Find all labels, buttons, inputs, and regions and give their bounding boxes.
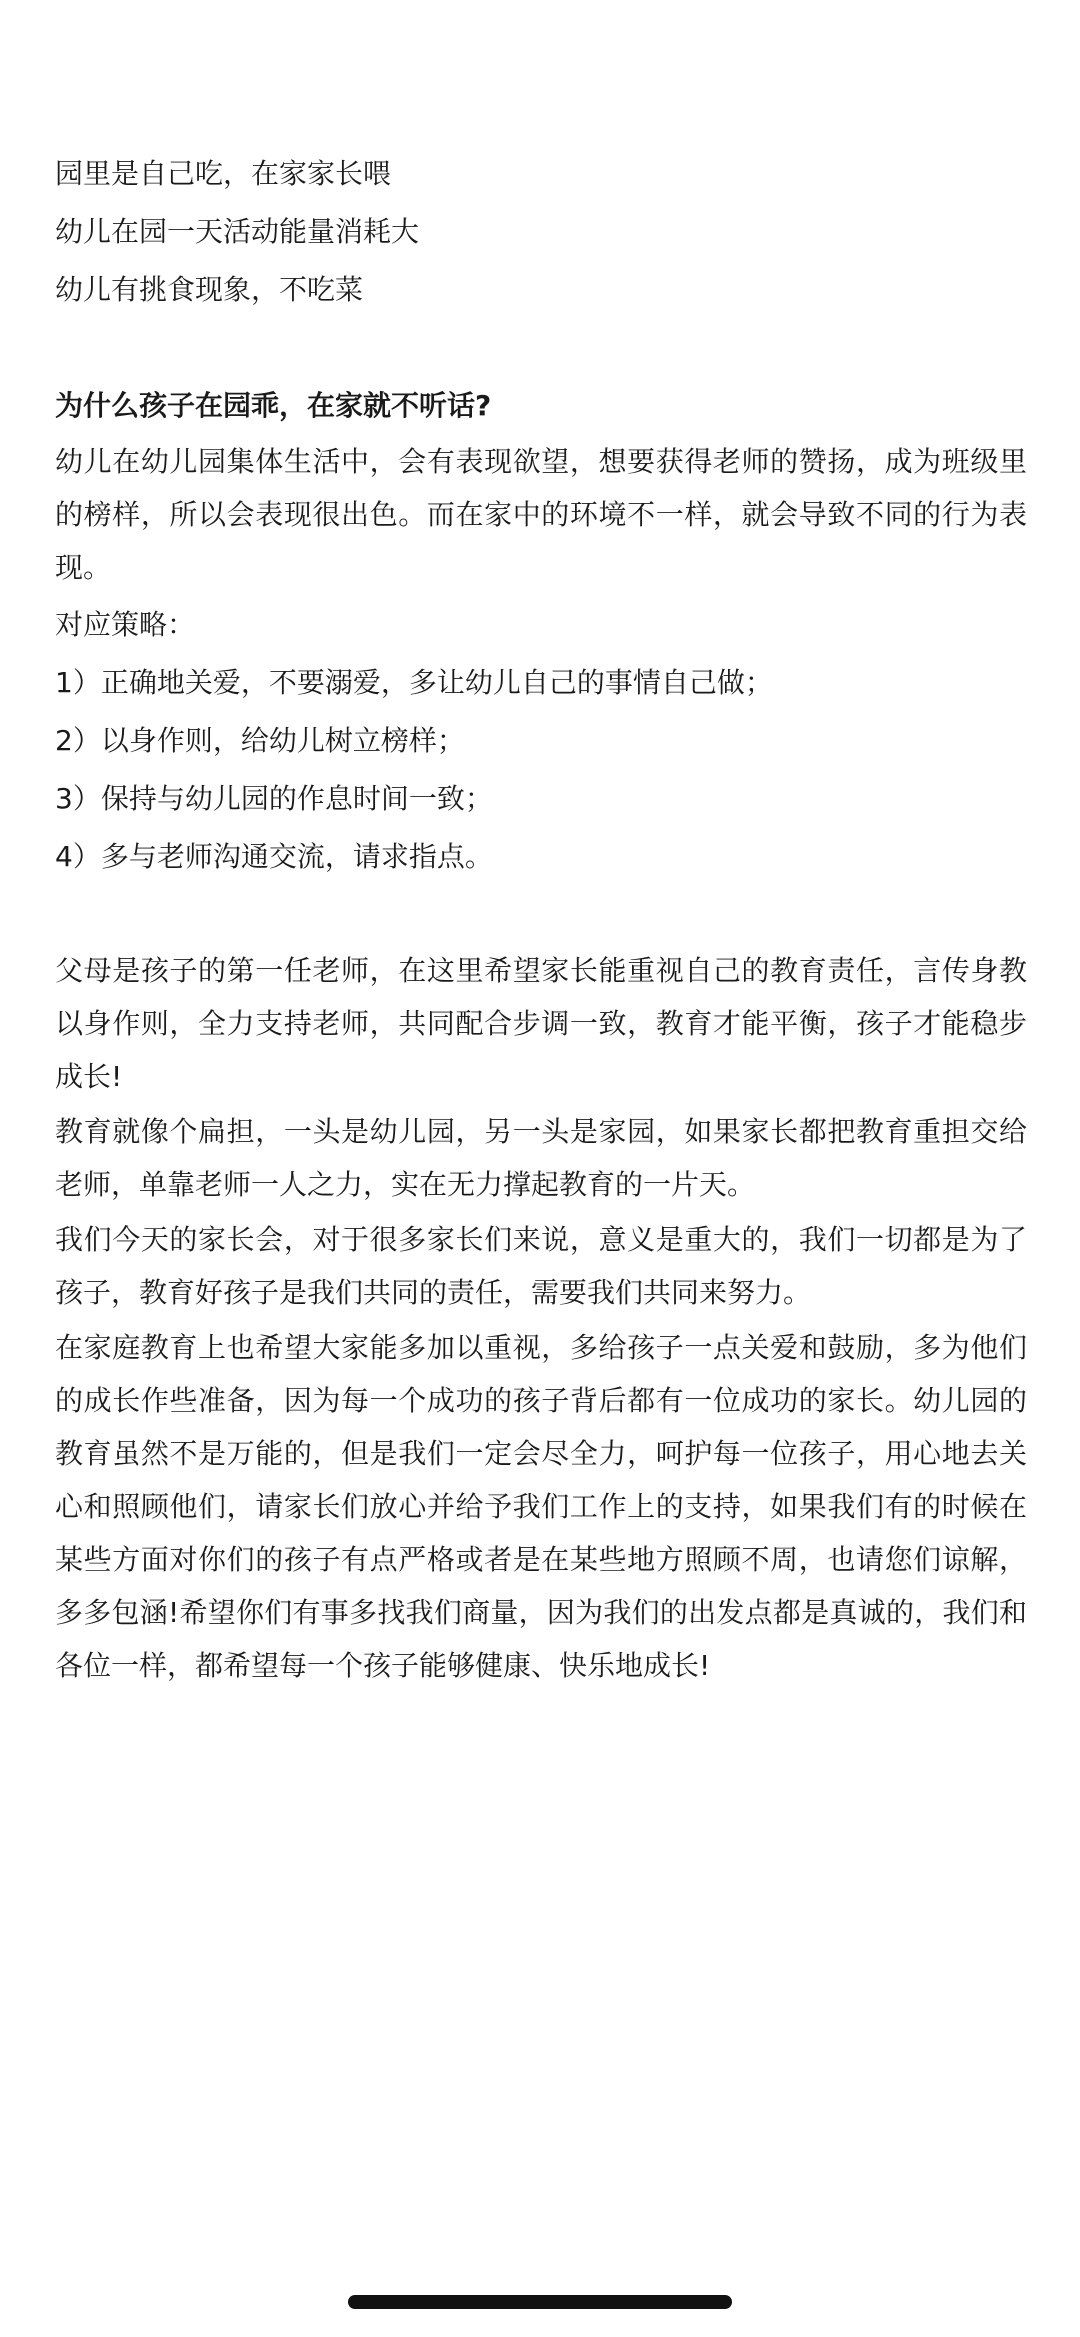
home-indicator[interactable]: [348, 2295, 732, 2309]
strategy-item: 2）以身作则，给幼儿树立榜样；: [55, 724, 465, 757]
section-spacer: [55, 886, 1027, 944]
strategy-label: 对应策略：: [55, 608, 196, 641]
strategy-item: 1）正确地关爱，不要溺爱，多让幼儿自己的事情自己做；: [55, 666, 773, 699]
closing-paragraph: 在家庭教育上也希望大家能多加以重视，多给孩子一点关爱和鼓励，多为他们的成长作些准备，因为每一个成功的孩子背后都有一位成功的家长。幼儿园的教育虽然不是万能的，但是我们一定会尽全力，呵护每一位孩子，用心地去关心和照顾他们，请家长们放心并给予我们工作上的支持，如果我们有的时候在某些方面对你们的孩子有点严格或者是在某些地方照顾不周，也请您们谅解，多多包涵!希望你们有事多找我们商量，因为我们的出发点都是真诚的，我们和各位一样，都希望每一个孩子能够健康、快乐地成长!: [55, 1331, 1027, 1682]
section-body: 幼儿在幼儿园集体生活中，会有表现欲望，想要获得老师的赞扬，成为班级里的榜样，所以会表现很出色。而在家中的环境不一样，就会导致不同的行为表现。: [55, 445, 1027, 584]
strategy-item: 4）多与老师沟通交流，请求指点。: [55, 840, 493, 873]
article-body: [55, 145, 1027, 1694]
strategy-item: 3）保持与幼儿园的作息时间一致；: [55, 782, 493, 815]
closing-paragraph: 教育就像个扁担，一头是幼儿园，另一头是家园，如果家长都把教育重担交给老师，单靠老师一人之力，实在无力撑起教育的一片天。: [55, 1115, 1027, 1201]
intro-line: 园里是自己吃，在家家长喂: [55, 157, 392, 190]
intro-line: 幼儿有挑食现象，不吃菜: [55, 273, 364, 306]
closing-paragraph: 父母是孩子的第一任老师，在这里希望家长能重视自己的教育责任，言传身教以身作则，全力支持老师，共同配合步调一致，教育才能平衡，孩子才能稳步成长!: [55, 954, 1027, 1093]
section-spacer: [55, 319, 1027, 377]
closing-paragraph: 我们今天的家长会，对于很多家长们来说，意义是重大的，我们一切都是为了孩子，教育好孩子是我们共同的责任，需要我们共同来努力。: [55, 1223, 1027, 1309]
section-heading: 为什么孩子在园乖，在家就不听话?: [55, 389, 492, 422]
intro-line: 幼儿在园一天活动能量消耗大: [55, 215, 420, 248]
